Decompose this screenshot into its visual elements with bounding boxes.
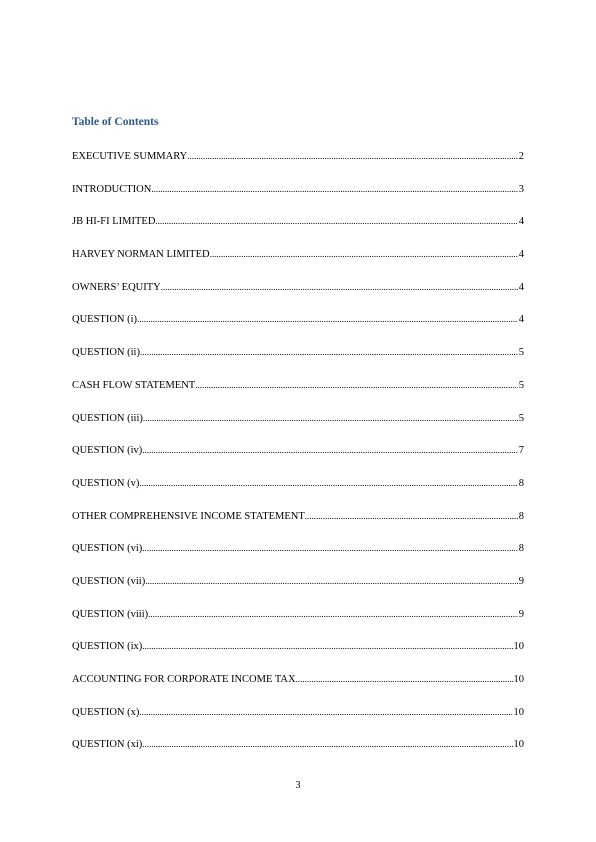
toc-entry-title: QUESTION (i) (72, 314, 138, 326)
toc-entry-page: 4 (518, 314, 524, 326)
toc-dot-leader (145, 573, 518, 590)
toc-entry-title: QUESTION (ix) (72, 641, 143, 653)
toc-dot-leader (305, 508, 518, 525)
toc-dot-leader (137, 311, 518, 328)
toc-entry-title: QUESTION (v) (72, 477, 140, 489)
toc-entry-page: 5 (518, 379, 524, 391)
toc-entry-page: 7 (518, 445, 524, 457)
toc-dot-leader (187, 148, 518, 165)
toc-entry-title: ACCOUNTING FOR CORPORATE INCOME TAX (72, 674, 296, 685)
toc-entry-page: 10 (513, 706, 524, 718)
toc-entry-title: INTRODUCTION (72, 183, 152, 195)
toc-list (72, 148, 524, 769)
toc-entry-title: QUESTION (x) (72, 706, 140, 718)
toc-entry-title: CASH FLOW STATEMENT (72, 379, 196, 391)
toc-dot-leader (142, 638, 512, 655)
toc-entry-page: 10 (513, 739, 524, 751)
toc-entry-page: 4 (518, 216, 524, 228)
toc-entry-title: QUESTION (ii) (72, 347, 140, 359)
toc-entry-page: 5 (518, 347, 524, 359)
toc-dot-leader (142, 442, 517, 459)
toc-entry[interactable] (72, 148, 524, 181)
toc-entry-title: QUESTION (vi) (72, 543, 143, 555)
toc-dot-leader (148, 606, 518, 623)
toc-entry-page: 10 (513, 641, 524, 653)
toc-entry-title: QUESTION (vii) (72, 575, 146, 587)
toc-entry[interactable] (72, 410, 524, 443)
toc-entry[interactable] (72, 573, 524, 606)
toc-dot-leader (139, 704, 512, 721)
toc-entry[interactable] (72, 181, 524, 214)
toc-entry[interactable] (72, 540, 524, 573)
toc-entry[interactable] (72, 508, 524, 541)
toc-dot-leader (140, 344, 518, 361)
toc-dot-leader (151, 181, 517, 198)
toc-entry-page: 2 (518, 151, 524, 162)
toc-entry[interactable] (72, 442, 524, 475)
toc-entry-title: OTHER COMPREHENSIVE INCOME STATEMENT (72, 510, 305, 522)
toc-entry-page: 10 (513, 674, 524, 685)
toc-dot-leader (155, 213, 517, 230)
toc-entry-page: 5 (518, 412, 524, 424)
toc-entry-page: 8 (518, 477, 524, 489)
toc-entry[interactable] (72, 377, 524, 410)
toc-entry[interactable] (72, 311, 524, 344)
toc-entry-page: 8 (518, 510, 524, 522)
page-number: 3 (295, 780, 301, 791)
toc-entry-title: QUESTION (iv) (72, 445, 143, 457)
toc-dot-leader (210, 246, 518, 263)
toc-entry-title: HARVEY NORMAN LIMITED (72, 249, 210, 261)
toc-entry[interactable] (72, 638, 524, 671)
toc-dot-leader (161, 279, 518, 296)
toc-entry-page: 8 (518, 543, 524, 555)
toc-entry[interactable] (72, 736, 524, 769)
toc-entry-page: 4 (518, 249, 524, 261)
toc-entry-title: QUESTION (iii) (72, 412, 143, 424)
toc-dot-leader (143, 410, 518, 427)
toc-entry-title: OWNERS’ EQUITY (72, 281, 161, 293)
toc-entry-page: 3 (518, 183, 524, 195)
toc-entry-page: 9 (518, 575, 524, 587)
toc-entry-page: 4 (518, 281, 524, 293)
toc-entry[interactable] (72, 671, 524, 704)
toc-entry[interactable] (72, 475, 524, 508)
toc-entry[interactable] (72, 246, 524, 279)
toc-entry[interactable] (72, 213, 524, 246)
toc-dot-leader (139, 475, 517, 492)
toc-heading: Table of Contents (72, 116, 159, 128)
toc-entry-page: 9 (518, 608, 524, 620)
toc-entry-title: QUESTION (viii) (72, 608, 149, 620)
toc-dot-leader (142, 540, 517, 557)
toc-dot-leader (195, 377, 518, 394)
toc-entry[interactable] (72, 704, 524, 737)
toc-entry[interactable] (72, 344, 524, 377)
toc-entry[interactable] (72, 606, 524, 639)
toc-entry-title: JB HI-FI LIMITED (72, 216, 156, 228)
toc-dot-leader (296, 671, 513, 688)
toc-entry[interactable] (72, 279, 524, 312)
toc-dot-leader (142, 736, 512, 753)
toc-entry-title: EXECUTIVE SUMMARY (72, 151, 188, 162)
toc-entry-title: QUESTION (xi) (72, 739, 143, 751)
